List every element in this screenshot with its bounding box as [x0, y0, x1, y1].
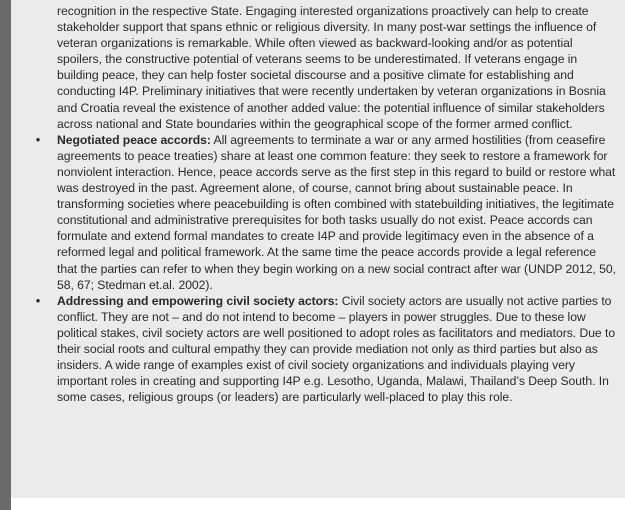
list-item-text: All agreements to terminate a war or any armed hostilities (from ceasefire agreements to peace treaties) share at least one common feature: they seek to restore a framework for nonviolent interaction. Hence, peace accords serve as the first step in this regard to build or restore what was destroyed in the past. Agreement alone, of course, cannot bring about sustainable peace. In transforming societies where peacebuilding is often combined with statebuilding initiatives, the legitimate constitutional and administrative prerequisites for both tasks usually do not exist. Peace accords can formulate and extend formal mandates to create I4P and provide legitimacy even in the absence of a reformed legal and political framework. At the same time the peace accords provide a legal reference that the parties can refer to when they begin working on a new social contract after war (UNDP 2012, 50, 58, 67; Stedman et.al. 2002).	[57, 132, 616, 292]
list-item-term: Negotiated peace accords:	[57, 132, 211, 147]
left-margin-bar	[0, 0, 11, 510]
bullet-icon: •	[35, 293, 41, 308]
list-item-text: Civil society actors are usually not active parties to conflict. They are not – and do not intend to become – players in power struggles. Due to these low political stakes, civil society actors are well positioned to adopt roles as facilitators and mediators. Due to their social roots and cultural empathy they can provide mediation not only as third parties but also as insiders. A wide range of examples exist of civil society organizations and individuals playing very important roles in creating and supporting I4P e.g. Lesotho, Uganda, Malawi, Thailand’s Deep South. In some cases, religious groups (or leaders) are particularly well-placed to play this role.	[57, 293, 616, 405]
list-item-peace-accords	[35, 132, 617, 293]
bullet-icon: •	[35, 132, 41, 147]
page-bottom-strip	[11, 498, 625, 510]
intro-paragraph: recognition in the respective State. Engaging interested organizations proactively can help to create stakeholder support that spans ethnic or religious diversity. In many post-war settings the influence of veteran organizations is remarkable. While often viewed as backward-looking and/or as potential spoilers, the constructive potential of veterans seems to be underestimated. If veterans engage in building peace, they can help foster societal discourse and a positive climate for establishing and conducting I4P. Preliminary initiatives that were recently undertaken by veteran organizations in Bosnia and Croatia reveal the existence of another added value: the potential influence of similar stakeholders across national and State boundaries within the geographical scope of the former armed conflict.	[57, 4, 606, 131]
document-body	[35, 3, 617, 405]
list-item-civil-society	[35, 293, 617, 406]
list-item-term: Addressing and empowering civil society actors:	[57, 293, 339, 308]
